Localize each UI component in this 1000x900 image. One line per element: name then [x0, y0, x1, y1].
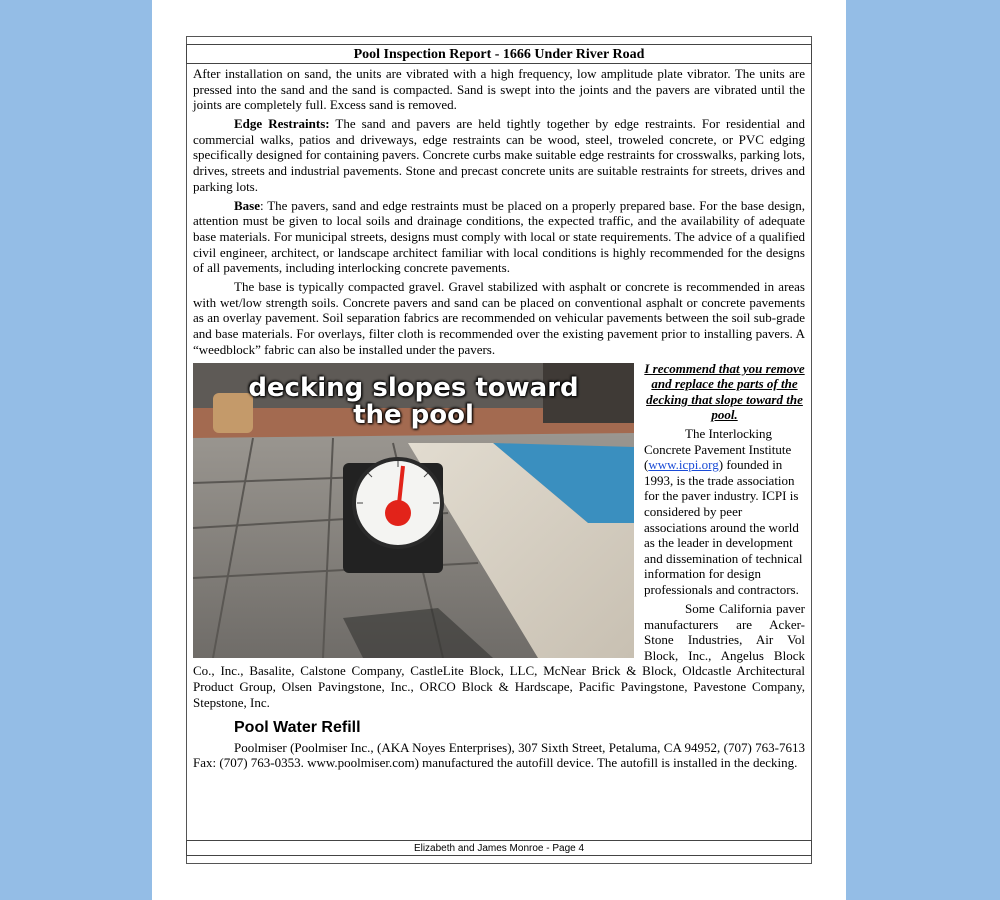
icpi-text-before: The Interlocking Concrete Pavement Institute ( [644, 426, 792, 473]
photo-caption-line-1: decking slopes toward [248, 372, 579, 403]
paragraph-edge-restraints [193, 116, 805, 194]
page-footer: Elizabeth and James Monroe - Page 4 [186, 840, 812, 856]
icpi-text-after: ) founded in 1993, is the trade association for the paver industry. ICPI is considered by peer associations around the world as the leader in development and dissemination of technical information for design professionals and contractors. [644, 457, 803, 597]
edge-restraints-text: The sand and pavers are held tightly together by edge restraints. For residential and commercial walks, patios and driveways, edge restraints can be wood, steel, troweled concrete, or PVC edging specifically designed for containing pavers. Concrete curbs make suitable edge restraints for crosswalks, parking lots, drives, streets and industrial pavements. Stone and precast concrete units are suitable restraints for streets, drives and parking lots. [193, 116, 806, 194]
base-text: : The pavers, sand and edge restraints must be placed on a properly prepared base. For the base design, attention must be given to local soils and drainage conditions, the expected traffic, and the availability of adequate base materials. For municipal streets, designs must comply with local or state requirements. The advice of a qualified civil engineer, architect, or landscape architect familiar with local conditions is highly recommended for the designs of all pavements, including interlocking concrete pavements. [193, 197, 805, 276]
icpi-link[interactable]: www.icpi.org [648, 457, 719, 473]
paragraph-base [193, 198, 805, 276]
decking-slope-photo [193, 363, 634, 658]
edge-restraints-heading: Edge Restraints: [234, 116, 330, 132]
photo-caption-line-2: the pool [353, 399, 474, 430]
photo-caption [193, 372, 634, 430]
base-heading: Base [234, 197, 260, 213]
paragraph-manufacturers: Some California paver manufacturers are Acker-Stone Industries, Air Vol Block, Inc., Angelus Block Co., Inc., Basalite, Calstone Company, CastleLite Block, LLC, McNear Brick & Block, Oldcastle Architectural Product Group, Olsen Pavingstone, Inc., ORCO Block & Hardscape, Pacific Pavingstone, Pavestone Company, Stepstone, Inc. [193, 601, 805, 710]
paragraph-poolmiser: Poolmiser (Poolmiser Inc., (AKA Noyes Enterprises), 307 Sixth Street, Petaluma, CA 94952, (707) 763-7613 Fax: (707) 763-0353. www.poolmiser.com) manufactured the autofill device. The autofill is installed in the decking. [193, 739, 805, 771]
page-content [193, 66, 805, 775]
section-heading-pool-water-refill: Pool Water Refill [234, 719, 361, 737]
paragraph-sand-installation: After installation on sand, the units are vibrated with a high frequency, low amplitude plate vibrator. The units are pressed into the sand and the sand is compacted. Sand is swept into the joints and the pavers are vibrated until the joints are completely full. Excess sand is removed. [193, 66, 805, 113]
report-header: Pool Inspection Report - 1666 Under River Road [186, 44, 812, 64]
paragraph-base-gravel: The base is typically compacted gravel. Gravel stabilized with asphalt or concrete is recommended in areas with wet/low strength soils. Concrete pavers and sand can be placed on conventional asphalt or concrete pavements as an overlay pavement. Soil separation fabrics are recommended on vehicular pavements between the soil sub-grade and base materials. For overlays, filter cloth is recommended over the existing pavement prior to installing pavers. A “weedblock” fabric can also be installed under the pavers. [193, 279, 805, 357]
recommendation: I recommend that you remove and replace the parts of the decking that slope toward the pool. [644, 360, 805, 423]
